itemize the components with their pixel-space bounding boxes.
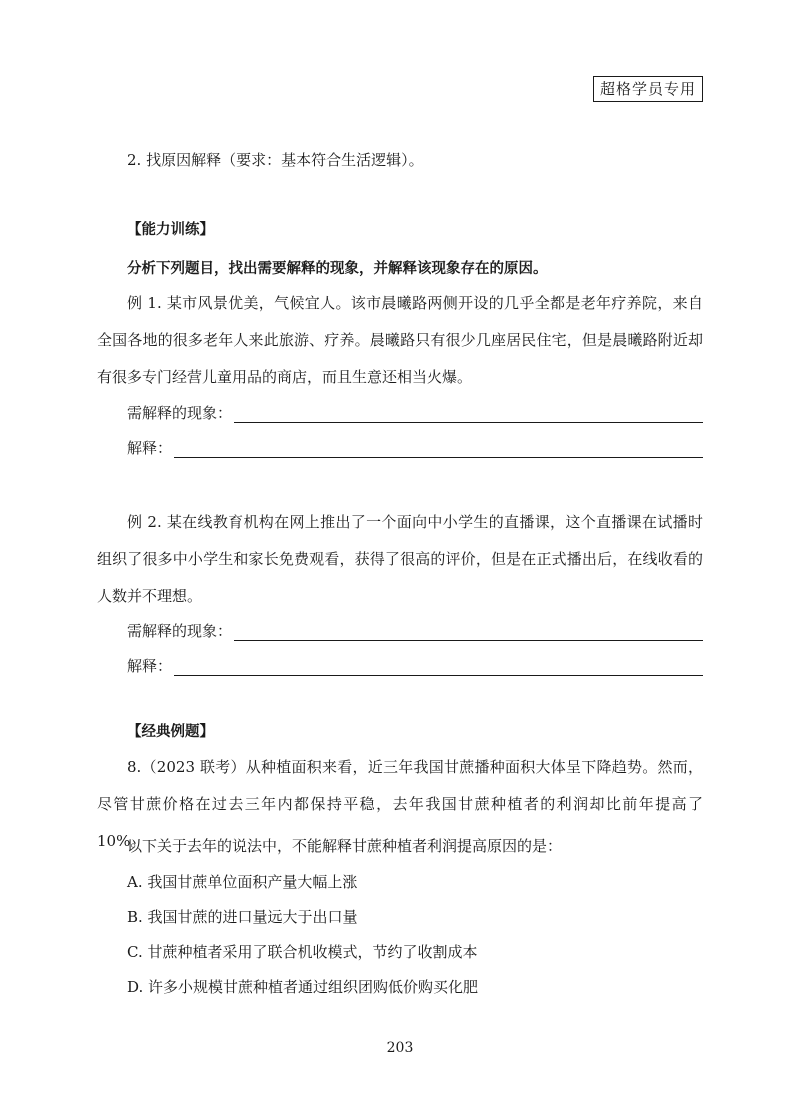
option-a[interactable]: A. 我国甘蔗单位面积产量大幅上涨: [127, 873, 358, 891]
classic-heading: 【经典例题】: [127, 724, 214, 740]
example2-phenomenon-line: [97, 620, 703, 641]
example1-phenomenon-line: [97, 402, 703, 423]
step2-text: [97, 150, 703, 170]
option-b[interactable]: B. 我国甘蔗的进口量远大于出口量: [127, 908, 358, 926]
example1-phenomenon-label: 需解释的现象：: [127, 404, 233, 422]
question-8-prompt-block: [97, 836, 703, 856]
classic-section: [97, 722, 703, 742]
example2-explanation-label: 解释：: [127, 657, 173, 675]
example1-explanation-label: 解释：: [127, 439, 173, 457]
option-b-block: [97, 907, 703, 927]
example1-explanation-line: [97, 437, 703, 458]
question-8-prompt: 以下关于去年的说法中，不能解释甘蔗种植者利润提高原因的是：: [127, 837, 563, 855]
example1-explanation-blank[interactable]: [174, 441, 703, 458]
ability-instruction-block: [97, 259, 703, 279]
example1-block: [97, 285, 703, 396]
example2-explanation-blank[interactable]: [174, 659, 703, 676]
example2-phenomenon-blank[interactable]: [234, 624, 703, 641]
page-number: 203: [386, 1040, 414, 1056]
example1-phenomenon-blank[interactable]: [234, 406, 703, 423]
example1-text: 例 1. 某市风景优美，气候宜人。该市晨曦路两侧开设的几乎全都是老年疗养院，来自全国各地的很多老年人来此旅游、疗养。晨曦路只有很少几座居民住宅，但是晨曦路附近却有很多专门经营儿童用品的商店，而且生意还相当火爆。: [97, 294, 703, 386]
option-c-block: [97, 942, 703, 962]
example2-text: 例 2. 某在线教育机构在网上推出了一个面向中小学生的直播课，这个直播课在试播时组织了很多中小学生和家长免费观看，获得了很高的评价，但是在正式播出后，在线收看的人数并不理想。: [97, 513, 703, 605]
option-d-block: [97, 977, 703, 997]
option-a-block: [97, 872, 703, 892]
ability-section: [97, 220, 703, 240]
ability-heading: 【能力训练】: [127, 222, 214, 238]
question-8-text: 8.（2023 联考）从种植面积来看，近三年我国甘蔗播种面积大体呈下降趋势。然而，尽管甘蔗价格在过去三年内都保持平稳，去年我国甘蔗种植者的利润却比前年提高了 10%。: [97, 758, 703, 850]
example2-phenomenon-label: 需解释的现象：: [127, 622, 233, 640]
option-c[interactable]: C. 甘蔗种植者采用了联合机收模式，节约了收割成本: [127, 943, 478, 961]
step2-instruction: 2. 找原因解释（要求：基本符合生活逻辑）。: [127, 151, 424, 169]
student-only-stamp: 超格学员专用: [593, 76, 703, 102]
option-d[interactable]: D. 许多小规模甘蔗种植者通过组织团购低价购买化肥: [127, 978, 479, 996]
example2-block: [97, 504, 703, 615]
ability-instruction: 分析下列题目，找出需要解释的现象，并解释该现象存在的原因。: [127, 261, 548, 277]
example2-explanation-line: [97, 655, 703, 676]
